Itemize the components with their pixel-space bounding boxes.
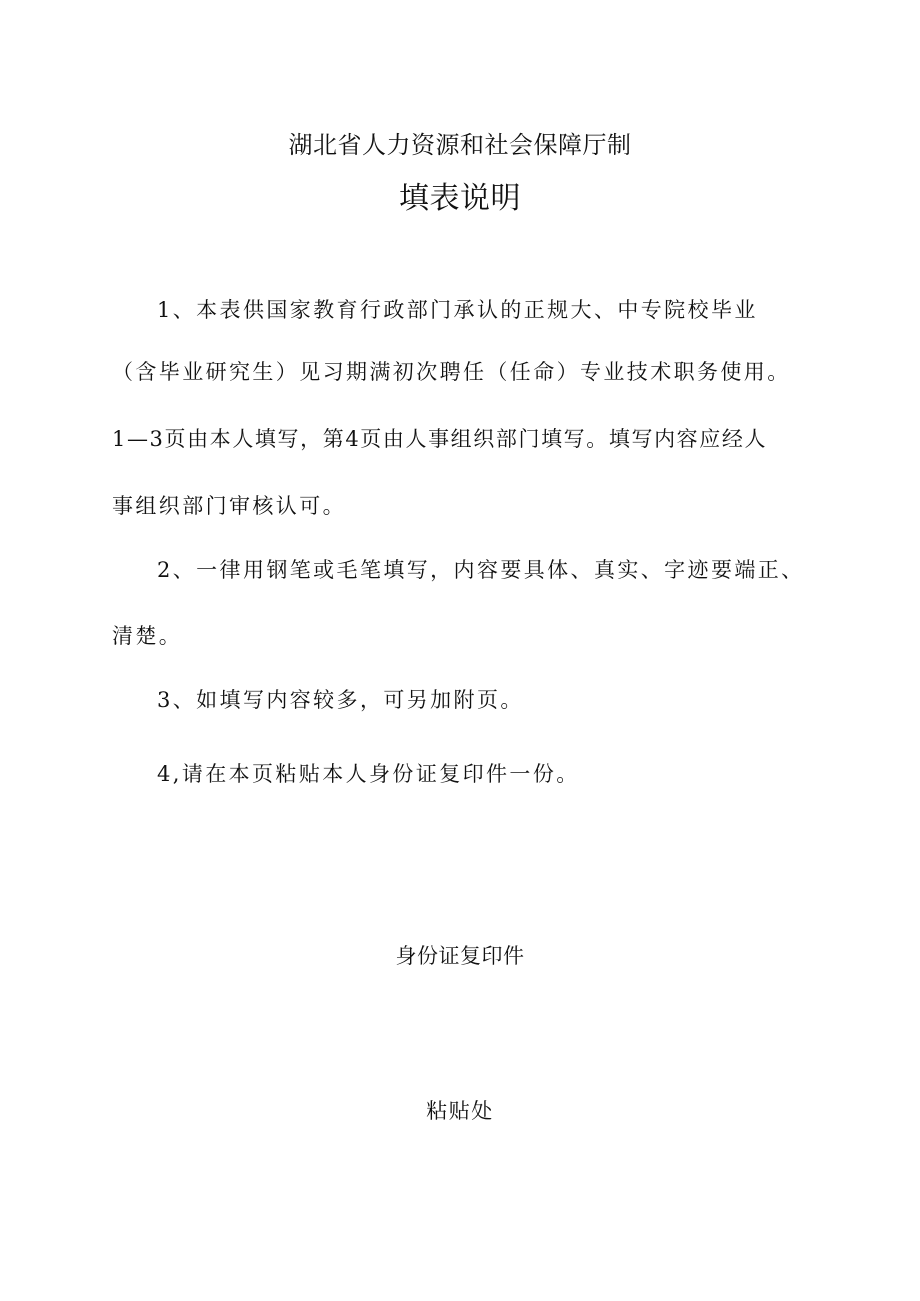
instruction-line-3: 1—3页由本人填写，第4页由人事组织部门填写。填写内容应经人 <box>112 427 768 451</box>
paste-label: 粘贴处 <box>426 1099 494 1123</box>
issuer-title: 湖北省人力资源和社会保障厅制 <box>288 131 632 159</box>
instruction-line-5: 2、一律用钢笔或毛笔填写，内容要具体、真实、字迹要端正、 <box>157 558 805 582</box>
id-copy-heading: 身份证复印件 <box>395 944 525 968</box>
instruction-line-4: 事组织部门审核认可。 <box>112 494 346 518</box>
instruction-line-2: （含毕业研究生）见习期满初次聘任（任命）专业技术职务使用。 <box>112 360 791 384</box>
instruction-line-1: 1、本表供国家教育行政部门承认的正规大、中专院校毕业 <box>157 298 758 322</box>
instruction-line-6: 清楚。 <box>112 624 183 648</box>
page-title: 填表说明 <box>399 181 521 216</box>
instruction-line-7: 3、如填写内容较多，可另加附页。 <box>157 688 524 712</box>
instruction-line-8: 4,请在本页粘贴本人身份证复印件一份。 <box>157 762 580 786</box>
id-paste-area <box>110 980 810 1200</box>
